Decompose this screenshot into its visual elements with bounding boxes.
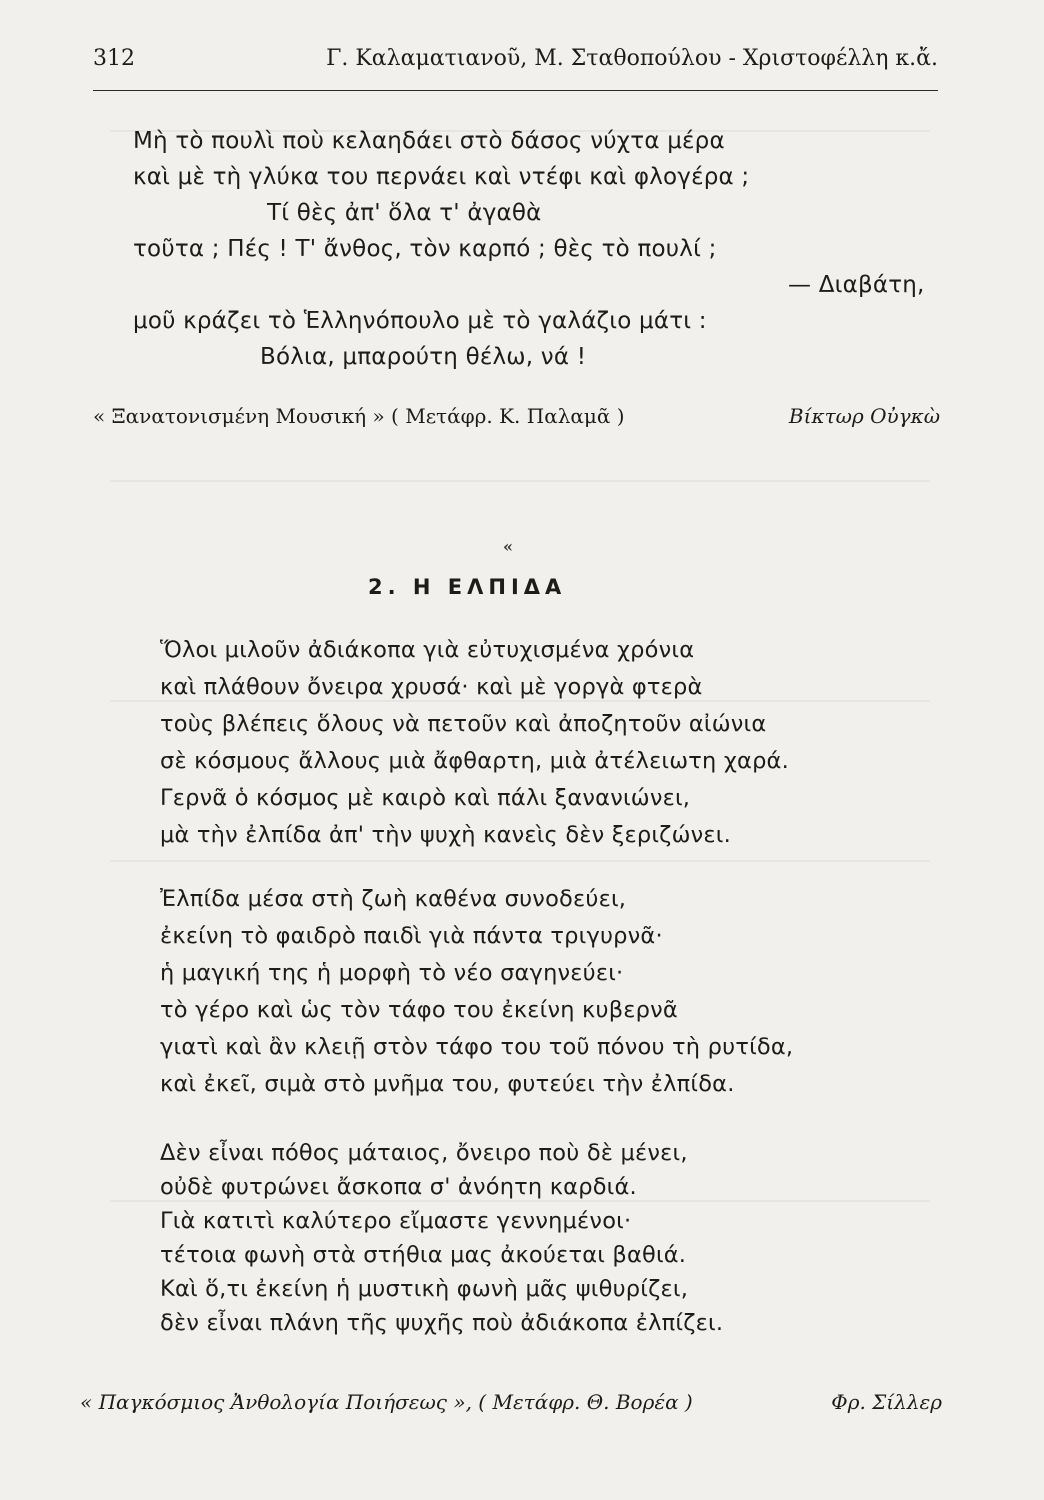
poem-line: — Διαβάτη, <box>788 272 925 298</box>
poem-line: καὶ μὲ τὴ γλύκα του περνάει καὶ ντέφι καὶ φλογέρα ; <box>133 164 750 190</box>
running-head: Γ. Καλαματιανοῦ, Μ. Σταθοπούλου - Χριστοφέλλη κ.ἄ. <box>326 46 938 71</box>
page-header <box>93 46 938 86</box>
poem-line: τέτοια φωνὴ στὰ στήθια μας ἀκούεται βαθιά. <box>160 1242 687 1268</box>
credit-author: Βίκτωρ Οὐγκὼ <box>788 404 940 428</box>
poem-line: ἡ μαγική της ἡ μορφὴ τὸ νέο σαγηνεύει· <box>160 960 624 986</box>
poem-line: Καὶ ὅ,τι ἐκείνη ἡ μυστικὴ φωνὴ μᾶς ψιθυρίζει, <box>160 1276 689 1302</box>
poem-line: Τί θὲς ἀπ' ὅλα τ' ἀγαθὰ <box>267 200 542 226</box>
poem-line: ἐκείνη τὸ φαιδρὸ παιδὶ γιὰ πάντα τριγυρνᾶ· <box>160 923 663 949</box>
poem-line: τοῦτα ; Πές ! Τ' ἄνθος, τὸν καρπό ; θὲς τὸ πουλί ; <box>133 236 717 262</box>
poem-line: καὶ πλάθουν ὄνειρα χρυσά· καὶ μὲ γοργὰ φτερὰ <box>160 674 703 700</box>
poem-line: οὐδὲ φυτρώνει ἄσκοπα σ' ἀνόητη καρδιά. <box>160 1174 637 1200</box>
poem-line: Γερνᾶ ὁ κόσμος μὲ καιρὸ καὶ πάλι ξανανιώνει, <box>160 785 691 811</box>
poem-line: μοῦ κράζει τὸ Ἑλληνόπουλο μὲ τὸ γαλάζιο μάτι : <box>133 308 707 334</box>
poem-line: σὲ κόσμους ἄλλους μιὰ ἄφθαρτη, μιὰ ἀτέλειωτη χαρά. <box>160 748 789 774</box>
poem-line: Γιὰ κατιτὶ καλύτερο εἴμαστε γεννημένοι· <box>160 1208 632 1234</box>
section-mark: « <box>503 537 513 556</box>
poem-line: τὸ γέρο καὶ ὡς τὸν τάφο του ἐκείνη κυβερνᾶ <box>160 997 678 1023</box>
poem-line: Ὅλοι μιλοῦν ἀδιάκοπα γιὰ εὐτυχισμένα χρόνια <box>160 637 695 663</box>
credit-source: « Παγκόσμιος Ἀνθολογία Ποιήσεως », ( Μετάφρ. Θ. Βορέα ) <box>80 1390 693 1414</box>
page-number: 312 <box>93 46 135 71</box>
poem-line: γιατὶ καὶ ἂν κλειῇ στὸν τάφο του τοῦ πόνου τὴ ρυτίδα, <box>160 1034 794 1060</box>
credit-source: « Ξανατονισμένη Μουσική » ( Μετάφρ. Κ. Παλαμᾶ ) <box>93 404 625 428</box>
poem-line: Δὲν εἶναι πόθος μάταιος, ὄνειρο ποὺ δὲ μένει, <box>160 1140 688 1166</box>
header-rule <box>93 90 938 91</box>
credit-author: Φρ. Σίλλερ <box>831 1390 942 1414</box>
poem-line: καὶ ἐκεῖ, σιμὰ στὸ μνῆμα του, φυτεύει τὴν ἐλπίδα. <box>160 1071 735 1097</box>
poem-line: μὰ τὴν ἐλπίδα ἀπ' τὴν ψυχὴ κανεὶς δὲν ξεριζώνει. <box>160 822 731 848</box>
poem-line: δὲν εἶναι πλάνη τῆς ψυχῆς ποὺ ἀδιάκοπα ἐλπίζει. <box>160 1310 724 1336</box>
poem-title: 2. Η ΕΛΠΙΔΑ <box>368 575 567 599</box>
poem-line: Ἐλπίδα μέσα στὴ ζωὴ καθένα συνοδεύει, <box>160 886 627 912</box>
poem-line: Μὴ τὸ πουλὶ ποὺ κελαηδάει στὸ δάσος νύχτα μέρα <box>133 128 725 154</box>
poem-line: Βόλια, μπαρούτη θέλω, νά ! <box>260 344 587 370</box>
poem-line: τοὺς βλέπεις ὅλους νὰ πετοῦν καὶ ἀποζητοῦν αἰώνια <box>160 711 767 737</box>
